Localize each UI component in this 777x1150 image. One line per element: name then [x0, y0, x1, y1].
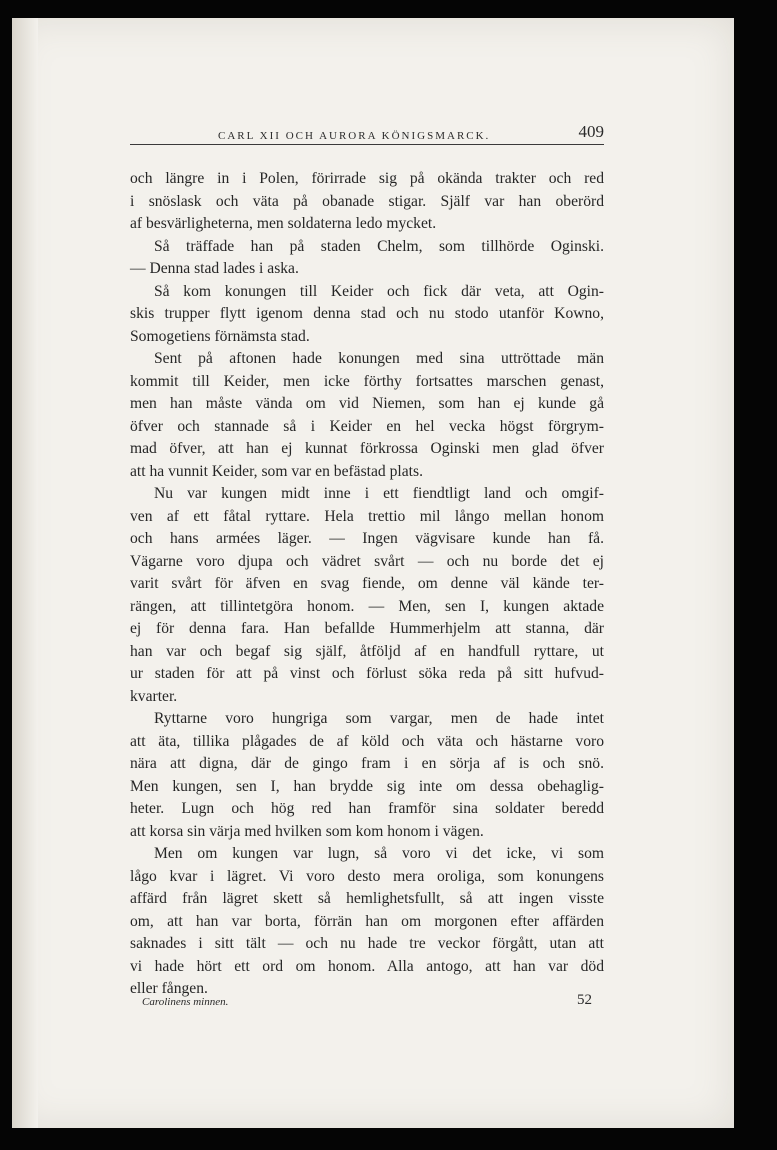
text-line: ej för denna fara. Han befallde Hummerhjelm att stanna, där [130, 620, 604, 637]
text-line: han var och begaf sig själf, åtföljd af en handfull ryttare, ut [130, 642, 604, 660]
text-line: vi hade hört ett ord om honom. Alla antogo, att han var död [130, 957, 604, 975]
text-line: ven af ett fåtal ryttare. Hela trettio mil långo mellan honom [130, 507, 604, 525]
text-line: öfver och stannade så i Keider en hel vecka högst förgrym- [130, 417, 604, 435]
text-line: — Denna stad lades i aska. [130, 260, 299, 277]
text-line: rängen, att tillintetgöra honom. — Men, sen I, kungen aktade [130, 597, 604, 615]
text-line: af besvärligheterna, men soldaterna ledo mycket. [130, 215, 437, 232]
text-line: och hans armées läger. — Ingen vägvisare kunde han få. [130, 530, 604, 547]
text-line: i snöslask och väta på obanade stigar. Själf var han oberörd [130, 192, 604, 210]
text-line: men han måste vända om vid Niemen, som han ej kunde gå [130, 395, 604, 412]
text-line: mad öfver, att han ej kunnat förkrossa Oginski men glad öfver [130, 440, 604, 457]
text-line: att äta, tillika plågades de af köld och väta och hästarne voro [130, 732, 604, 750]
printer-signature: Carolinens minnen. [142, 996, 229, 1008]
text-line: eller fången. [130, 980, 208, 997]
text-line: kvarter. [130, 687, 178, 705]
text-line: heter. Lugn och hög red han framför sina soldater beredd [130, 800, 604, 817]
text-line: ur staden för att på vinst och förlust söka reda på sitt hufvud- [130, 665, 604, 682]
text-line: lågo kvar i lägret. Vi voro desto mera oroliga, som konungens [130, 867, 604, 885]
text-line: kommit till Keider, men icke förthy fortsattes marschen genast, [130, 372, 604, 390]
text-line: om, att han var borta, förrän han om morgonen efter affärden [130, 912, 604, 930]
page-number: 409 [578, 122, 604, 141]
text-line: Vägarne voro djupa och vädret svårt — och nu borde det ej [130, 552, 604, 570]
text-line: Men kungen, sen I, han brydde sig inte om dessa obehaglig- [130, 777, 604, 795]
book-page [12, 18, 734, 1128]
text-line: varit svårt för äfven en svag fiende, om denne väl kände ter- [130, 575, 604, 592]
text-line: Nu var kungen midt inne i ett fiendtligt land och omgif- [154, 485, 604, 502]
page-gutter-shadow [12, 18, 38, 1128]
page-footer [130, 986, 604, 1012]
text-line: nära att digna, där de gingo fram i en sörja af is och snö. [130, 755, 604, 772]
page-header [130, 118, 604, 145]
text-line: Så träffade han på staden Chelm, som tillhörde Oginski. [154, 237, 604, 255]
body-text [130, 168, 604, 1001]
running-title: CARL XII OCH AURORA KÖNIGSMARCK. [218, 130, 491, 142]
text-line: Somogetiens förnämsta stad. [130, 327, 310, 345]
text-line: och längre in i Polen, förirrade sig på okända trakter och red [130, 170, 604, 187]
signature-number: 52 [577, 992, 592, 1008]
text-line: Så kom konungen till Keider och fick där veta, att Ogin- [154, 282, 604, 300]
text-line: Men om kungen var lugn, så voro vi det icke, vi som [154, 845, 604, 862]
text-line: Sent på aftonen hade konungen med sina uttröttade män [154, 350, 604, 367]
text-line: att ha vunnit Keider, som var en befästad plats. [130, 462, 423, 480]
text-line: skis trupper flytt igenom denna stad och nu stodo utanför Kowno, [130, 305, 604, 322]
text-line: Ryttarne voro hungriga som vargar, men de hade intet [154, 710, 604, 727]
text-line: affärd från lägret skett så hemlighetsfullt, så att ingen visste [130, 890, 604, 907]
text-line: att korsa sin värja med hvilken som kom honom i vägen. [130, 822, 484, 840]
text-line: saknades i sitt tält — och nu hade tre veckor förgått, utan att [130, 935, 604, 952]
